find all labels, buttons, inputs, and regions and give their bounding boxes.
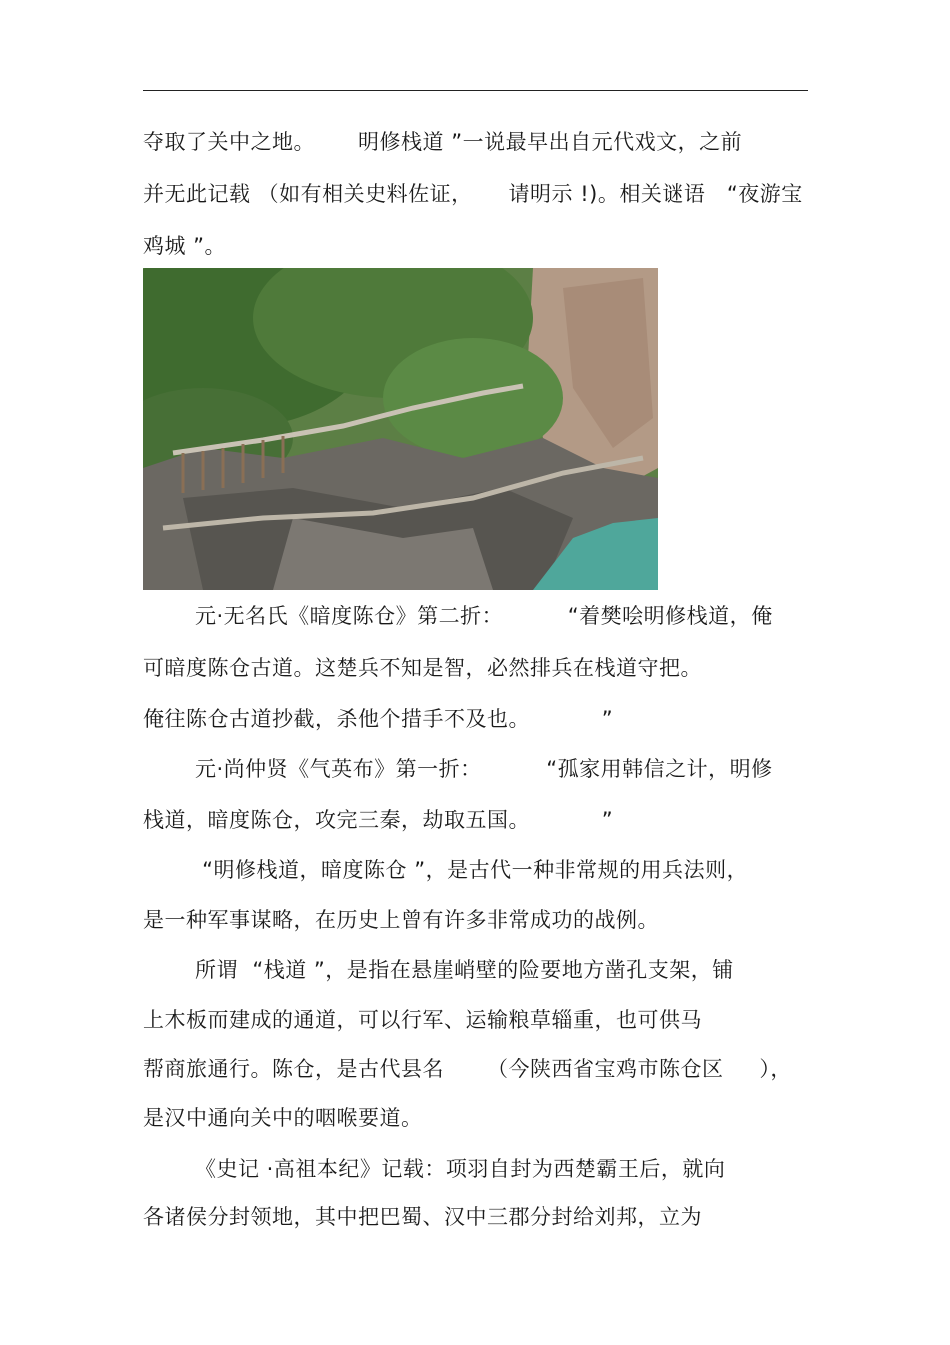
- text-line: 是汉中通向关中的咽喉要道。: [143, 1106, 423, 1130]
- text-line: 俺往陈仓古道抄截，杀他个措手不及也。 ”: [143, 707, 614, 731]
- plank-road-photo: [143, 268, 658, 590]
- text-line: 《史记 ·高祖本纪》记载：项羽自封为西楚霸王后，就向: [195, 1157, 726, 1181]
- text-line: 并无此记载 （如有相关史料佐证， 请明示 !)。相关谜语 “夜游宝: [143, 182, 803, 206]
- text-line: 栈道，暗度陈仓，攻完三秦，劫取五国。 ”: [143, 808, 614, 832]
- text-line: 夺取了关中之地。 明修栈道 ”一说最早出自元代戏文，之前: [143, 130, 743, 154]
- text-line: 元·无名氏《暗度陈仓》第二折： “着樊哙明修栈道，俺: [195, 604, 773, 628]
- text-line: 所谓 “栈道 ”，是指在悬崖峭壁的险要地方凿孔支架，铺: [195, 958, 734, 982]
- text-line: 上木板而建成的通道，可以行军、运输粮草辎重，也可供马: [143, 1008, 702, 1032]
- text-line: 元·尚仲贤《气英布》第一折： “孤家用韩信之计，明修: [195, 757, 773, 781]
- text-line: 各诸侯分封领地，其中把巴蜀、汉中三郡分封给刘邦，立为: [143, 1205, 702, 1229]
- text-line: 帮商旅通行。陈仓，是古代县名 （今陕西省宝鸡市陈仓区 ），: [143, 1057, 792, 1081]
- text-line: 可暗度陈仓古道。这楚兵不知是智，必然排兵在栈道守把。: [143, 656, 702, 680]
- text-line: 是一种军事谋略，在历史上曾有许多非常成功的战例。: [143, 908, 659, 932]
- text-line: 鸡城 ”。: [143, 234, 227, 258]
- header-rule: [143, 90, 808, 91]
- text-line: “明修栈道，暗度陈仓 ”，是古代一种非常规的用兵法则，: [195, 858, 749, 882]
